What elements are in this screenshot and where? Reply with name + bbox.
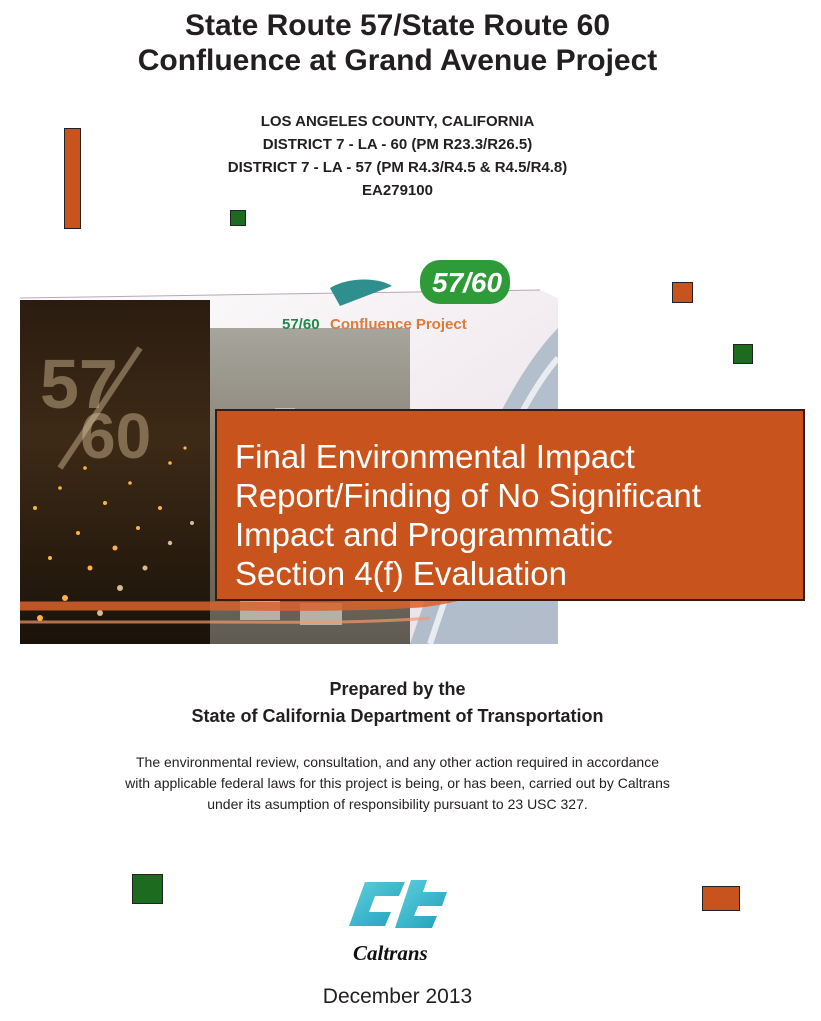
callout-line-1: Final Environmental Impact [235, 438, 635, 475]
district-57-line: DISTRICT 7 - LA - 57 (PM R4.3/R4.5 & R4.5/R4.8) [227, 159, 568, 176]
overlay-numeral-60: 60 [80, 400, 152, 472]
department-name: State of California Department of Transportation [191, 706, 604, 726]
district-60-line: DISTRICT 7 - LA - 60 (PM R23.3/R26.5) [262, 136, 533, 153]
prepared-by-line: Prepared by the [329, 679, 466, 699]
report-type-callout [215, 409, 805, 601]
title-line-1: State Route 57/State Route 60 [184, 9, 611, 42]
callout-line-2: Report/Finding of No Significant [235, 477, 701, 514]
publication-date: December 2013 [322, 985, 473, 1008]
ea-number: EA279100 [362, 182, 433, 199]
decorative-green-square [230, 210, 246, 226]
project-info [0, 110, 795, 202]
decorative-green-square [733, 344, 753, 364]
disclaimer-line-3: under its asumption of responsibility pursuant to 23 USC 327. [207, 796, 588, 812]
callout-line-4: Section 4(f) Evaluation [235, 555, 568, 592]
decorative-green-square [132, 874, 163, 904]
project-label-number: 57/60 [282, 316, 320, 333]
badge-57-60: 57/60 [432, 267, 503, 298]
decorative-orange-square [672, 282, 693, 303]
title-line-2: Confluence at Grand Avenue Project [137, 44, 658, 77]
disclaimer-line-2: with applicable federal laws for this project is being, or has been, carried out by Caltrans [125, 775, 670, 791]
caltrans-logo-icon [335, 876, 460, 971]
caltrans-wordmark: Caltrans [353, 941, 428, 965]
project-label-text: Confluence Project [330, 316, 467, 333]
county-line: LOS ANGELES COUNTY, CALIFORNIA [260, 113, 535, 130]
decorative-orange-square [702, 886, 740, 911]
prepared-by [0, 676, 795, 730]
disclaimer-line-1: The environmental review, consultation, and any other action required in accordance [136, 754, 659, 770]
callout-line-3: Impact and Programmatic [235, 516, 613, 553]
overlay-numeral-57: 57 [40, 345, 118, 423]
decorative-orange-bar [64, 128, 81, 229]
document-title [0, 8, 795, 78]
disclaimer [0, 752, 795, 815]
caltrans-logo [335, 876, 460, 971]
